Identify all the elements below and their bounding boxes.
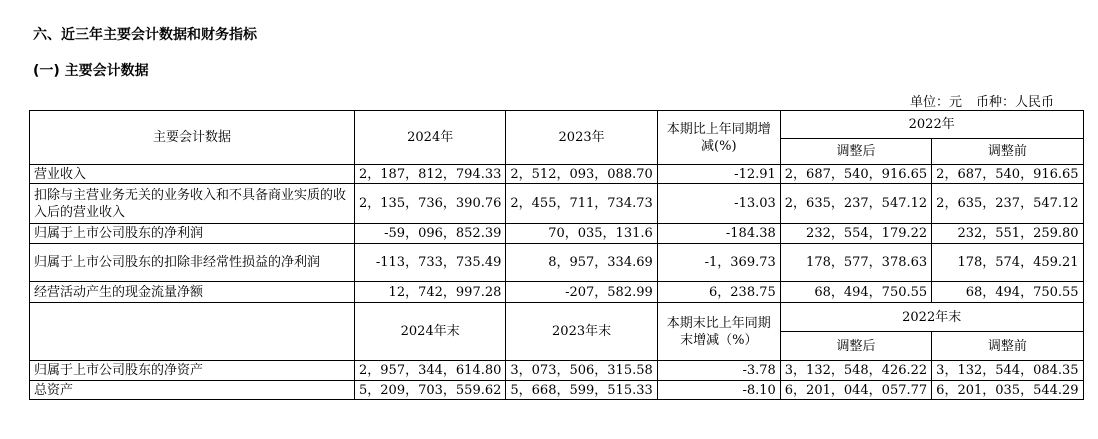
row-label: 总资产 bbox=[30, 381, 355, 400]
unit-text: 单位：元 bbox=[909, 95, 962, 110]
table-row bbox=[30, 282, 1084, 303]
value-adjusted: 2，635，237，547.12 bbox=[780, 184, 931, 224]
value-change: -1，369.73 bbox=[657, 244, 780, 282]
value-change: -13.03 bbox=[657, 184, 780, 224]
row-label: 经营活动产生的现金流量净额 bbox=[30, 282, 355, 303]
section-title: 六、近三年主要会计数据和财务指标 bbox=[33, 27, 257, 43]
value-before: 178，574，459.21 bbox=[932, 244, 1083, 282]
value-2024: 2，187，812，794.33 bbox=[355, 165, 506, 184]
value-before: 6，201，035，544.29 bbox=[932, 381, 1083, 400]
value-2023: -207，582.99 bbox=[506, 282, 657, 303]
value-change: -3.78 bbox=[657, 361, 780, 381]
accounting-data-table bbox=[29, 110, 1084, 400]
header-change-end: 本期末比上年同期末增减（%） bbox=[657, 303, 780, 361]
value-2023: 5，668，599，515.33 bbox=[506, 381, 657, 400]
header-change: 本期比上年同期增减(%) bbox=[657, 111, 780, 165]
header-item-2 bbox=[30, 303, 355, 361]
value-2023: 70，035，131.6 bbox=[506, 224, 657, 244]
row-label: 扣除与主营业务无关的业务收入和不具备商业实质的收入后的营业收入 bbox=[30, 184, 355, 224]
table-row bbox=[30, 165, 1084, 184]
value-adjusted: 3，132，548，426.22 bbox=[780, 361, 931, 381]
table-row bbox=[30, 361, 1084, 381]
table-row bbox=[30, 381, 1084, 400]
row-label: 归属于上市公司股东的净利润 bbox=[30, 224, 355, 244]
value-before: 2，687，540，916.65 bbox=[932, 165, 1083, 184]
value-change: -8.10 bbox=[657, 381, 780, 400]
value-adjusted: 232，554，179.22 bbox=[780, 224, 931, 244]
header-adjusted: 调整后 bbox=[780, 139, 931, 165]
header-2023: 2023年 bbox=[506, 111, 657, 165]
subsection-title: (一) 主要会计数据 bbox=[33, 63, 149, 79]
value-2023: 8，957，334.69 bbox=[506, 244, 657, 282]
value-adjusted: 6，201，044，057.77 bbox=[780, 381, 931, 400]
value-2023: 2，512，093，088.70 bbox=[506, 165, 657, 184]
value-change: -12.91 bbox=[657, 165, 780, 184]
table-row bbox=[30, 184, 1084, 224]
value-2023: 3，073，506，315.58 bbox=[506, 361, 657, 381]
row-label: 营业收入 bbox=[30, 165, 355, 184]
header-2024: 2024年 bbox=[355, 111, 506, 165]
header-2023-end: 2023年末 bbox=[506, 303, 657, 361]
header-adjusted-2: 调整后 bbox=[780, 332, 931, 361]
value-2024: 2，135，736，390.76 bbox=[355, 184, 506, 224]
row-label: 归属于上市公司股东的净资产 bbox=[30, 361, 355, 381]
header-before-2: 调整前 bbox=[932, 332, 1083, 361]
value-2024: 5，209，703，559.62 bbox=[355, 381, 506, 400]
value-before: 68，494，750.55 bbox=[932, 282, 1083, 303]
value-before: 232，551，259.80 bbox=[932, 224, 1083, 244]
value-2024: -59，096，852.39 bbox=[355, 224, 506, 244]
table-row bbox=[30, 244, 1084, 282]
row-label: 归属于上市公司股东的扣除非经常性损益的净利润 bbox=[30, 244, 355, 282]
value-adjusted: 178，577，378.63 bbox=[780, 244, 931, 282]
value-change: 6，238.75 bbox=[657, 282, 780, 303]
value-change: -184.38 bbox=[657, 224, 780, 244]
header-item: 主要会计数据 bbox=[30, 111, 355, 165]
value-before: 3，132，544，084.35 bbox=[932, 361, 1083, 381]
table-row bbox=[30, 224, 1084, 244]
header-2022-end: 2022年末 bbox=[780, 303, 1083, 332]
value-2024: 2，957，344，614.80 bbox=[355, 361, 506, 381]
value-2023: 2，455，711，734.73 bbox=[506, 184, 657, 224]
value-2024: -113，733，735.49 bbox=[355, 244, 506, 282]
unit-line bbox=[896, 91, 1054, 110]
value-2024: 12，742，997.28 bbox=[355, 282, 506, 303]
header-2024-end: 2024年末 bbox=[355, 303, 506, 361]
header-2022: 2022年 bbox=[780, 111, 1083, 139]
currency-text: 币种：人民币 bbox=[975, 95, 1054, 110]
value-before: 2，635，237，547.12 bbox=[932, 184, 1083, 224]
header-before: 调整前 bbox=[932, 139, 1083, 165]
value-adjusted: 68，494，750.55 bbox=[780, 282, 931, 303]
value-adjusted: 2，687，540，916.65 bbox=[780, 165, 931, 184]
